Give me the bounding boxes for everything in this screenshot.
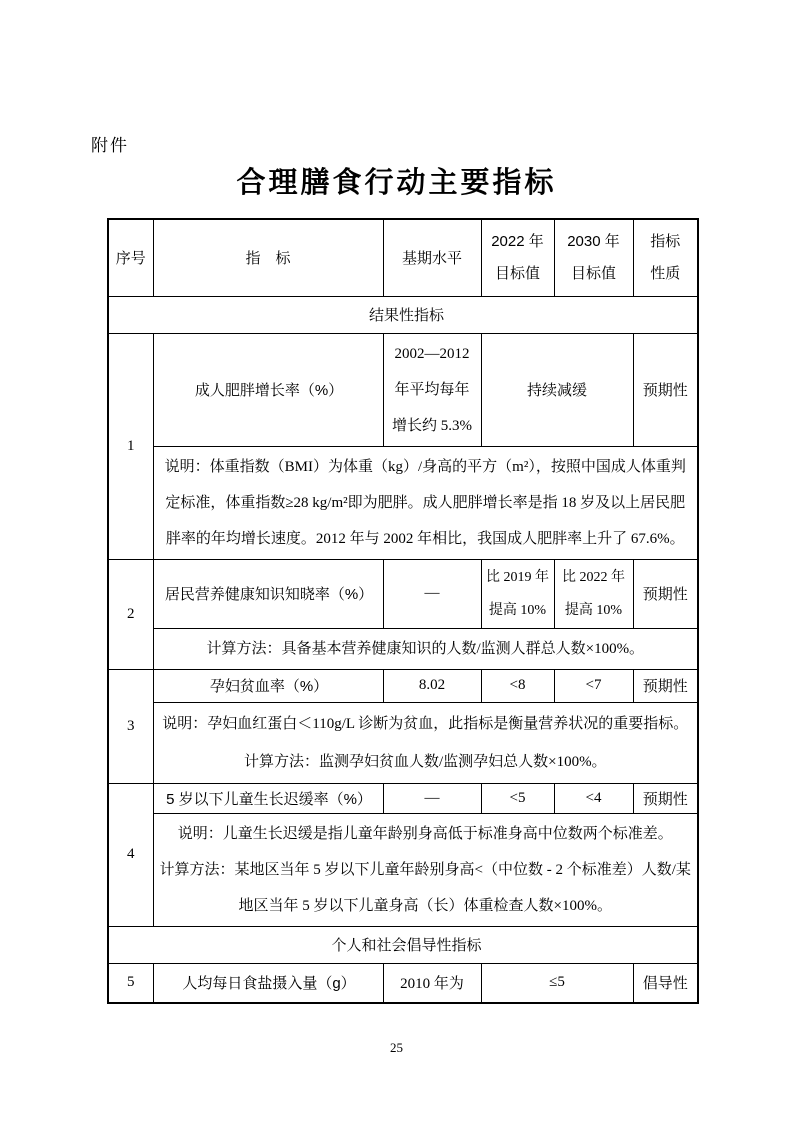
row3-number: 3 [108, 669, 153, 783]
table-row [108, 669, 698, 702]
row2-target-2022 [481, 559, 554, 628]
row3-target-2022: <8 [481, 669, 554, 702]
row2-indicator: 居民营养健康知识知晓率（%） [153, 559, 383, 628]
attachment-label: 附件 [91, 136, 129, 155]
row1-nature: 预期性 [633, 333, 698, 446]
row4-baseline: — [383, 783, 481, 813]
page-title: 合理膳食行动主要指标 [236, 167, 557, 199]
section-label-results: 结果性指标 [108, 296, 698, 333]
col-header-2022-target [481, 219, 554, 296]
row5-baseline: 2010 年为 [383, 963, 481, 1003]
row2-target-2022-line2: 提高 10% [488, 602, 547, 618]
row5-indicator: 人均每日食盐摄入量（g） [153, 963, 383, 1003]
row5-number: 5 [108, 963, 153, 1003]
row3-note-text2: 计算方法：监测孕妇贫血人数/监测孕妇总人数×100%。 [243, 753, 607, 770]
row2-number: 2 [108, 559, 153, 669]
col-header-no: 序号 [108, 219, 153, 296]
col-header-2030-line1: 2030 年 [567, 232, 620, 250]
table-row-note [108, 446, 698, 559]
section-row-advocacy [108, 926, 698, 963]
row1-target-combined: 持续减缓 [481, 333, 633, 446]
row1-indicator: 成人肥胖增长率（%） [153, 333, 383, 446]
row3-baseline: 8.02 [383, 669, 481, 702]
row1-note [153, 446, 698, 559]
row2-target-2030-line1: 比 2022 年 [562, 569, 625, 585]
row1-baseline-line2: 年平均每年 [394, 381, 470, 398]
row2-target-2030 [554, 559, 633, 628]
table-header-row [108, 219, 698, 296]
row4-target-2030: <4 [554, 783, 633, 813]
row3-nature: 预期性 [633, 669, 698, 702]
row2-target-2022-line1: 比 2019 年 [486, 569, 549, 585]
section-label-advocacy: 个人和社会倡导性指标 [108, 926, 698, 963]
col-header-2030-target [554, 219, 633, 296]
row5-target-combined: ≤5 [481, 963, 633, 1003]
table-row-note [108, 813, 698, 926]
row1-note-text: 说明：体重指数（BMI）为体重（kg）/身高的平方（m²），按照中国成人体重判定标准，体重指数≥28 kg/m²即为肥胖。成人肥胖增长率是指 18 岁及以上居民肥胖率的年均增长速度。2012 年与 2002 年相比，我国成人肥胖率上升了 67.6%。 [164, 458, 686, 547]
col-header-nature [633, 219, 698, 296]
row1-baseline-line1: 2002—2012 [394, 345, 470, 362]
row4-note-text2: 计算方法：某地区当年 5 岁以下儿童年龄别身高<（中位数 - 2 个标准差）人数/某地区当年 5 岁以下儿童身高（长）体重检查人数×100%。 [159, 861, 691, 914]
row3-note-text1: 说明：孕妇血红蛋白＜110g/L 诊断为贫血，此指标是衡量营养状况的重要指标。 [162, 715, 689, 732]
row4-number: 4 [108, 783, 153, 926]
col-header-nature-line1: 指标 [650, 232, 681, 250]
table-row [108, 963, 698, 1003]
section-row-results [108, 296, 698, 333]
row4-note [153, 813, 698, 926]
col-header-2030-line2: 目标值 [570, 264, 616, 282]
row1-number: 1 [108, 333, 153, 559]
row2-note [153, 628, 698, 669]
row3-note [153, 702, 698, 783]
table-row-note [108, 628, 698, 669]
col-header-baseline: 基期水平 [383, 219, 481, 296]
row4-target-2022: <5 [481, 783, 554, 813]
row4-nature: 预期性 [633, 783, 698, 813]
col-header-2022-line2: 目标值 [494, 264, 540, 282]
col-header-nature-line2: 性质 [650, 264, 681, 282]
row2-baseline: — [383, 559, 481, 628]
row1-baseline [383, 333, 481, 446]
row3-indicator: 孕妇贫血率（%） [153, 669, 383, 702]
row2-note-text: 计算方法：具备基本营养健康知识的人数/监测人群总人数×100%。 [206, 640, 645, 657]
table-row [108, 559, 698, 628]
row5-nature: 倡导性 [633, 963, 698, 1003]
col-header-indicator: 指 标 [153, 219, 383, 296]
indicators-table [107, 218, 699, 1004]
row3-target-2030: <7 [554, 669, 633, 702]
table-row [108, 333, 698, 446]
table-row [108, 783, 698, 813]
table-row-note [108, 702, 698, 783]
row4-note-text1: 说明：儿童生长迟缓是指儿童年龄别身高低于标准身高中位数两个标准差。 [177, 825, 673, 842]
row1-baseline-line3: 增长约 5.3% [392, 417, 472, 434]
row2-target-2030-line2: 提高 10% [564, 602, 623, 618]
row2-nature: 预期性 [633, 559, 698, 628]
page-number: 25 [390, 1040, 403, 1055]
col-header-2022-line1: 2022 年 [491, 232, 544, 250]
row4-indicator: 5 岁以下儿童生长迟缓率（%） [153, 783, 383, 813]
